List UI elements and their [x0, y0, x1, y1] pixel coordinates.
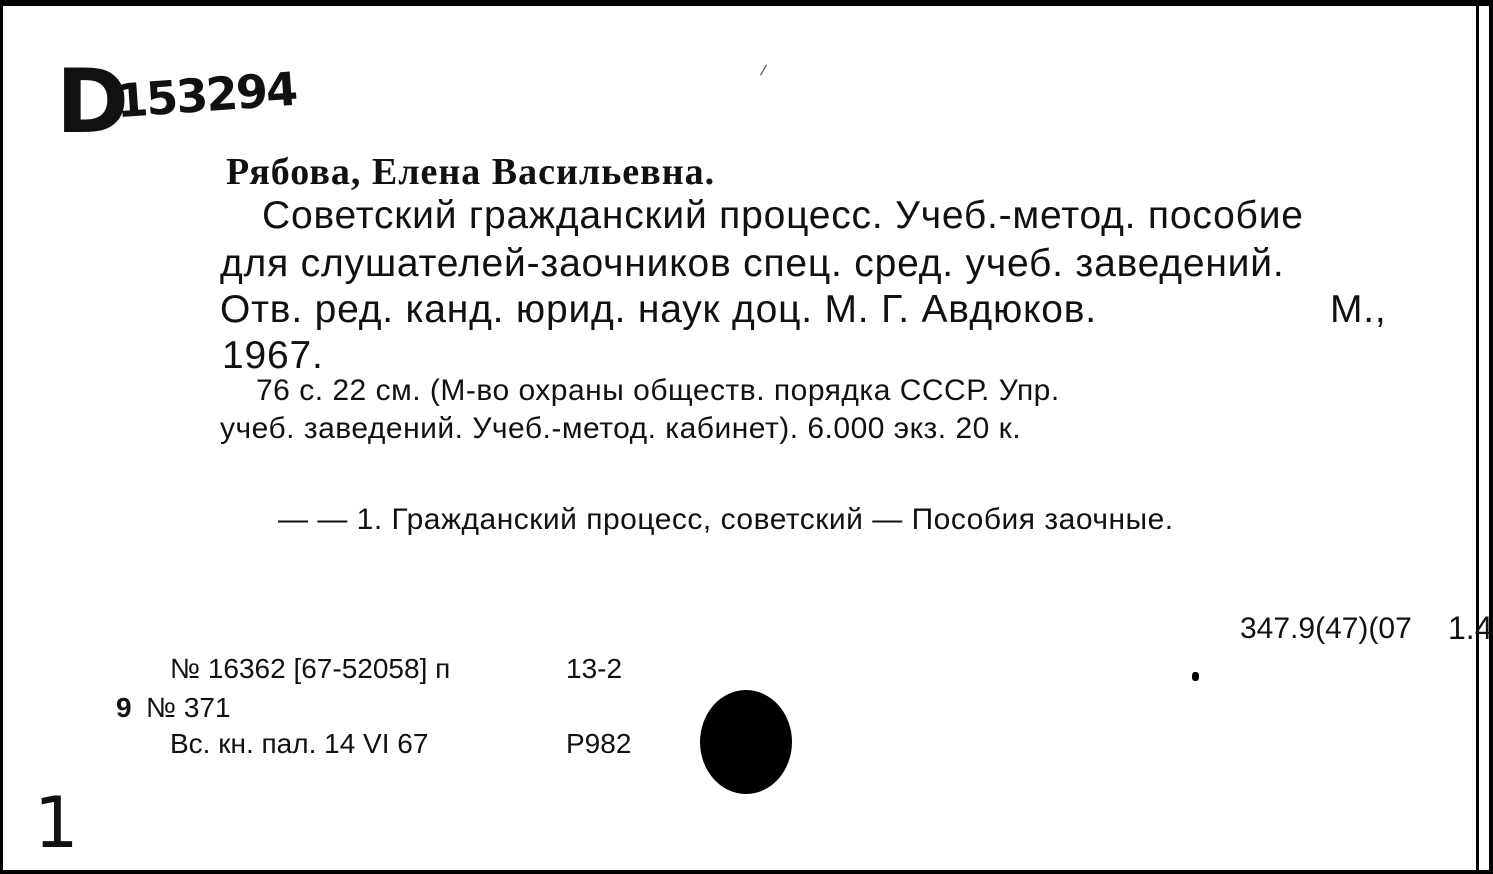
collation-line: учеб. заведений. Учеб.-метод. кабинет). 6.000 экз. 20 к. — [220, 412, 1022, 445]
ink-dot — [1192, 672, 1199, 681]
udc-handwritten: 1.4 — [1448, 610, 1493, 646]
card-right-inner-edge — [1476, 0, 1479, 874]
publication-year: 1967. — [222, 334, 324, 377]
registry-number: № 16362 [67-52058] п — [170, 653, 451, 684]
title-line: Отв. ред. канд. юрид. наук доц. М. Г. Авдюков. — [220, 288, 1097, 331]
title-line: Советский гражданский процесс. Учеб.-метод. пособие — [262, 194, 1304, 237]
subject-tracing: — — 1. Гражданский процесс, советский — Пособия заочные. — [278, 503, 1174, 536]
registry-prefix: 9 — [116, 692, 132, 723]
stray-mark — [760, 65, 767, 76]
printer-code: Р982 — [566, 728, 632, 759]
card-left-edge — [0, 0, 3, 874]
registry-order: № 371 — [146, 692, 231, 723]
author-heading: Рябова, Елена Васильевна. — [226, 151, 716, 193]
udc-classification: 347.9(47)(07 — [1240, 612, 1412, 645]
card-right-edge — [1489, 0, 1493, 874]
collation-line: 76 с. 22 см. (М-во охраны обществ. порядка СССР. Упр. — [256, 374, 1060, 407]
card-top-edge — [0, 0, 1493, 6]
call-number: 153294 — [114, 61, 298, 129]
chamber-record: Вс. кн. пал. 14 VI 67 — [170, 728, 429, 759]
handwritten-mark: 1 — [34, 782, 79, 864]
publication-place: М., — [1330, 288, 1387, 331]
punch-hole — [700, 690, 792, 794]
card-bottom-edge — [0, 870, 1493, 874]
call-letter: D — [56, 50, 128, 153]
registry-code: 13-2 — [566, 653, 623, 684]
title-line: для слушателей-заочников спец. сред. учеб. заведений. — [220, 242, 1285, 285]
